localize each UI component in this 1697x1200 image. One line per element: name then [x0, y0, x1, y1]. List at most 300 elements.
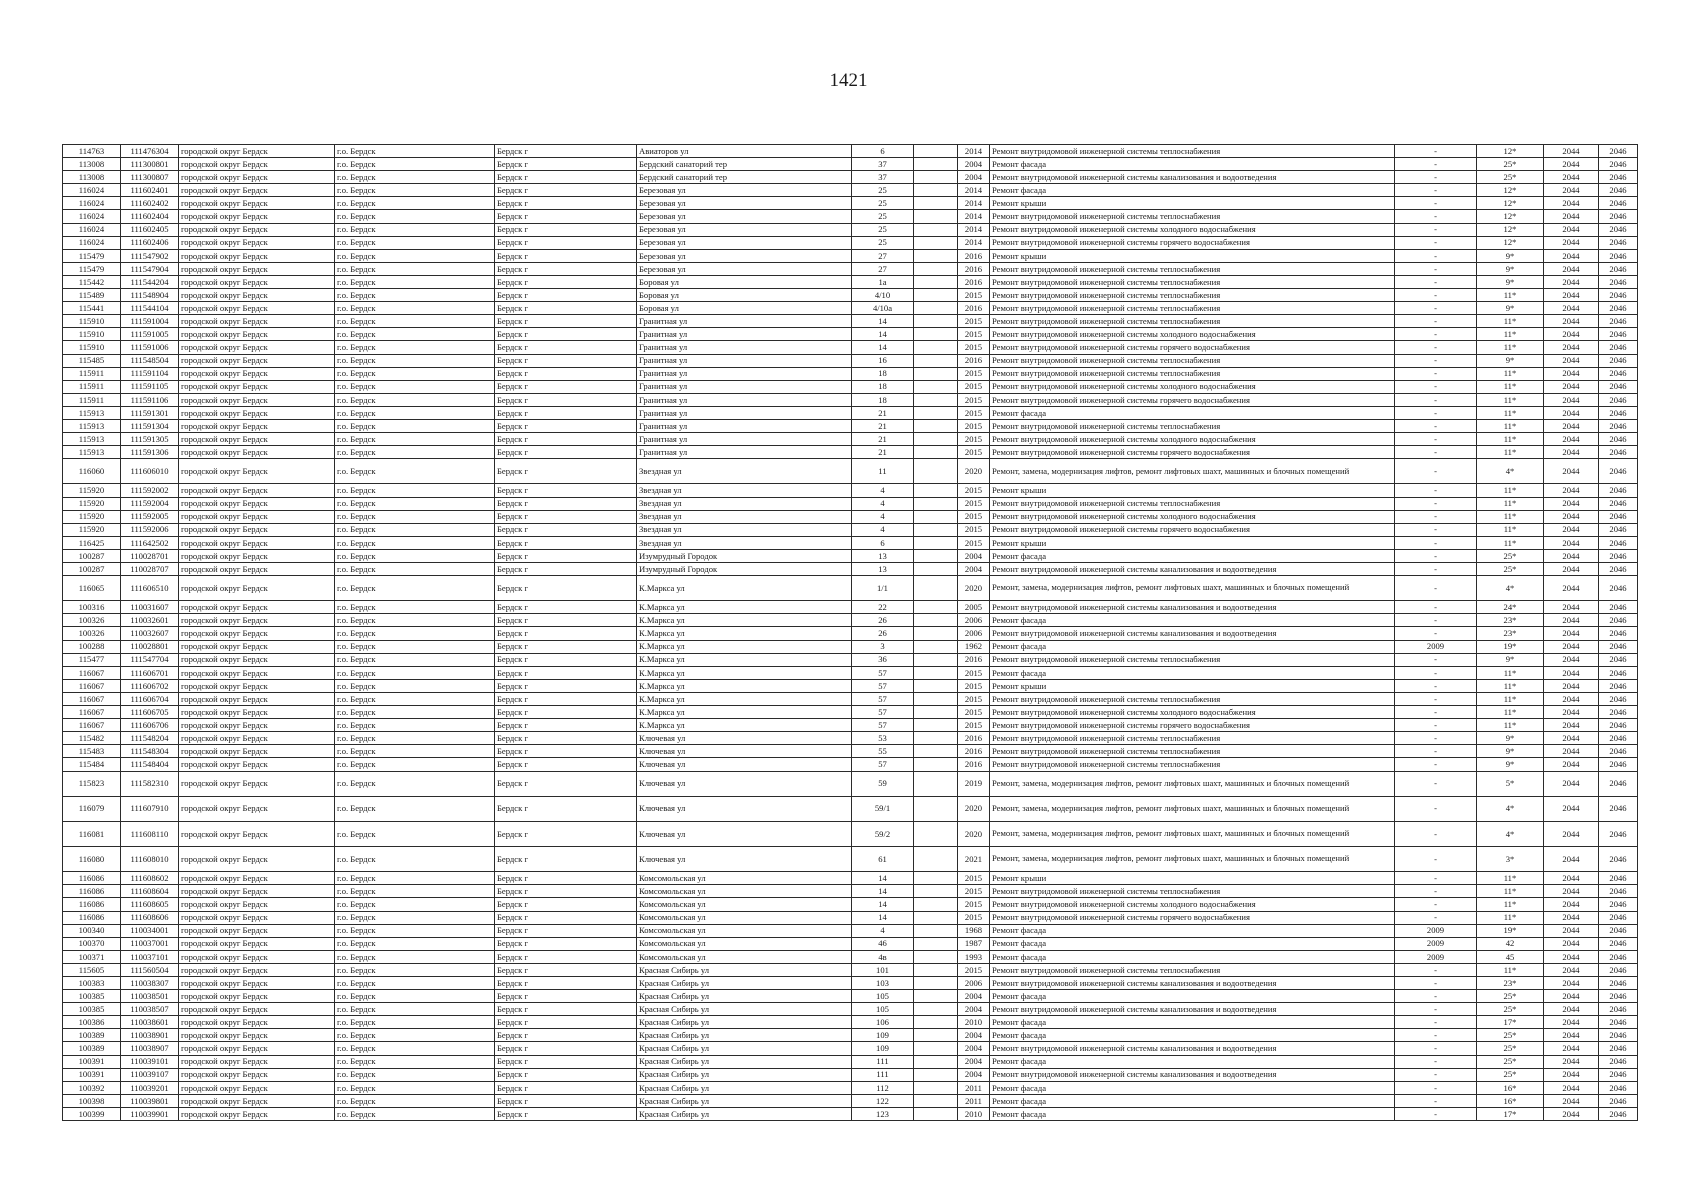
settlement-cell: г.о. Бердск	[335, 950, 495, 963]
period-end-cell: 2046	[1599, 977, 1638, 990]
work-code-cell: 111592004	[121, 497, 179, 510]
empty-cell	[914, 911, 958, 924]
empty-cell	[914, 380, 958, 393]
house-number-cell: 11	[852, 459, 914, 484]
period-start-cell: 2044	[1544, 732, 1599, 745]
period-end-cell: 2046	[1599, 911, 1638, 924]
period-end-cell: 2046	[1599, 262, 1638, 275]
house-number-cell: 111	[852, 1055, 914, 1068]
period-start-cell: 2044	[1544, 406, 1599, 419]
settlement-cell: г.о. Бердск	[335, 719, 495, 732]
house-id-cell: 100383	[63, 977, 121, 990]
work-type-cell: Ремонт внутридомовой инженерной системы теплоснабжения	[990, 758, 1395, 771]
work-type-cell: Ремонт внутридомовой инженерной системы холодного водоснабжения	[990, 223, 1395, 236]
settlement-cell: г.о. Бердск	[335, 990, 495, 1003]
capital-repair-year-cell: -	[1395, 523, 1477, 536]
locality-cell: Бердск г	[495, 898, 637, 911]
locality-cell: Бердск г	[495, 1016, 637, 1029]
house-id-cell: 115911	[63, 367, 121, 380]
work-type-cell: Ремонт внутридомовой инженерной системы канализования и водоотведения	[990, 563, 1395, 576]
table-row	[63, 977, 1638, 990]
period-start-cell: 2044	[1544, 745, 1599, 758]
service-term-cell: 16*	[1477, 1081, 1544, 1094]
settlement-cell: г.о. Бердск	[335, 653, 495, 666]
house-number-cell: 25	[852, 223, 914, 236]
work-code-cell: 111591005	[121, 328, 179, 341]
period-end-cell: 2046	[1599, 275, 1638, 288]
period-start-cell: 2044	[1544, 210, 1599, 223]
empty-cell	[914, 563, 958, 576]
work-type-cell: Ремонт крыши	[990, 872, 1395, 885]
table-row	[63, 433, 1638, 446]
period-start-cell: 2044	[1544, 1003, 1599, 1016]
municipality-cell: городской округ Бердск	[179, 523, 335, 536]
table-row	[63, 315, 1638, 328]
period-end-cell: 2046	[1599, 732, 1638, 745]
period-start-cell: 2044	[1544, 614, 1599, 627]
service-term-cell: 9*	[1477, 262, 1544, 275]
period-start-cell: 2044	[1544, 367, 1599, 380]
capital-repair-year-cell: -	[1395, 406, 1477, 419]
municipality-cell: городской округ Бердск	[179, 393, 335, 406]
period-end-cell: 2046	[1599, 576, 1638, 601]
capital-repair-year-cell: -	[1395, 354, 1477, 367]
work-type-cell: Ремонт внутридомовой инженерной системы теплоснабжения	[990, 354, 1395, 367]
municipality-cell: городской округ Бердск	[179, 563, 335, 576]
table-row	[63, 576, 1638, 601]
house-id-cell: 114763	[63, 145, 121, 158]
table-row	[63, 210, 1638, 223]
year-cell: 2015	[958, 328, 990, 341]
work-type-cell: Ремонт внутридомовой инженерной системы канализования и водоотведения	[990, 601, 1395, 614]
period-start-cell: 2044	[1544, 446, 1599, 459]
empty-cell	[914, 666, 958, 679]
house-number-cell: 57	[852, 719, 914, 732]
year-cell: 2005	[958, 601, 990, 614]
municipality-cell: городской округ Бердск	[179, 576, 335, 601]
municipality-cell: городской округ Бердск	[179, 758, 335, 771]
settlement-cell: г.о. Бердск	[335, 419, 495, 432]
capital-repair-year-cell: -	[1395, 653, 1477, 666]
year-cell: 2015	[958, 341, 990, 354]
empty-cell	[914, 341, 958, 354]
empty-cell	[914, 771, 958, 796]
period-end-cell: 2046	[1599, 719, 1638, 732]
settlement-cell: г.о. Бердск	[335, 692, 495, 705]
house-number-cell: 111	[852, 1068, 914, 1081]
capital-repair-year-cell: -	[1395, 1107, 1477, 1120]
empty-cell	[914, 872, 958, 885]
empty-cell	[914, 627, 958, 640]
service-term-cell: 12*	[1477, 236, 1544, 249]
house-id-cell: 116024	[63, 236, 121, 249]
work-type-cell: Ремонт крыши	[990, 249, 1395, 262]
year-cell: 2021	[958, 847, 990, 872]
work-code-cell: 111547902	[121, 249, 179, 262]
house-number-cell: 46	[852, 937, 914, 950]
settlement-cell: г.о. Бердск	[335, 898, 495, 911]
work-code-cell: 111592006	[121, 523, 179, 536]
capital-repair-year-cell: -	[1395, 885, 1477, 898]
year-cell: 2015	[958, 719, 990, 732]
period-start-cell: 2044	[1544, 380, 1599, 393]
work-type-cell: Ремонт внутридомовой инженерной системы теплоснабжения	[990, 275, 1395, 288]
service-term-cell: 11*	[1477, 523, 1544, 536]
table-row	[63, 1094, 1638, 1107]
empty-cell	[914, 223, 958, 236]
street-cell: К.Маркса ул	[637, 614, 852, 627]
house-number-cell: 59/1	[852, 796, 914, 821]
empty-cell	[914, 1068, 958, 1081]
period-end-cell: 2046	[1599, 937, 1638, 950]
work-type-cell: Ремонт, замена, модернизация лифтов, ремонт лифтовых шахт, машинных и блочных помещений	[990, 459, 1395, 484]
period-end-cell: 2046	[1599, 614, 1638, 627]
service-term-cell: 11*	[1477, 706, 1544, 719]
locality-cell: Бердск г	[495, 1068, 637, 1081]
locality-cell: Бердск г	[495, 640, 637, 653]
table-row	[63, 497, 1638, 510]
house-number-cell: 4	[852, 924, 914, 937]
house-id-cell: 100326	[63, 614, 121, 627]
house-id-cell: 116425	[63, 536, 121, 549]
settlement-cell: г.о. Бердск	[335, 1094, 495, 1107]
period-start-cell: 2044	[1544, 341, 1599, 354]
street-cell: Гранитная ул	[637, 446, 852, 459]
locality-cell: Бердск г	[495, 1003, 637, 1016]
period-end-cell: 2046	[1599, 963, 1638, 976]
locality-cell: Бердск г	[495, 419, 637, 432]
capital-repair-year-cell: -	[1395, 223, 1477, 236]
capital-repair-year-cell: -	[1395, 758, 1477, 771]
period-start-cell: 2044	[1544, 510, 1599, 523]
municipality-cell: городской округ Бердск	[179, 459, 335, 484]
service-term-cell: 42	[1477, 937, 1544, 950]
period-end-cell: 2046	[1599, 771, 1638, 796]
service-term-cell: 45	[1477, 950, 1544, 963]
settlement-cell: г.о. Бердск	[335, 821, 495, 846]
municipality-cell: городской округ Бердск	[179, 977, 335, 990]
year-cell: 2004	[958, 1055, 990, 1068]
empty-cell	[914, 885, 958, 898]
house-id-cell: 115910	[63, 315, 121, 328]
settlement-cell: г.о. Бердск	[335, 666, 495, 679]
capital-repair-year-cell: -	[1395, 563, 1477, 576]
municipality-cell: городской округ Бердск	[179, 433, 335, 446]
service-term-cell: 4*	[1477, 576, 1544, 601]
house-number-cell: 122	[852, 1094, 914, 1107]
house-number-cell: 103	[852, 977, 914, 990]
locality-cell: Бердск г	[495, 171, 637, 184]
period-end-cell: 2046	[1599, 885, 1638, 898]
table-row	[63, 937, 1638, 950]
work-type-cell: Ремонт внутридомовой инженерной системы теплоснабжения	[990, 367, 1395, 380]
house-id-cell: 100370	[63, 937, 121, 950]
house-id-cell: 115913	[63, 446, 121, 459]
table-row	[63, 459, 1638, 484]
year-cell: 2014	[958, 197, 990, 210]
capital-repair-year-cell: -	[1395, 262, 1477, 275]
work-code-cell: 110032607	[121, 627, 179, 640]
house-id-cell: 115483	[63, 745, 121, 758]
settlement-cell: г.о. Бердск	[335, 497, 495, 510]
work-type-cell: Ремонт внутридомовой инженерной системы теплоснабжения	[990, 419, 1395, 432]
locality-cell: Бердск г	[495, 497, 637, 510]
service-term-cell: 11*	[1477, 963, 1544, 976]
municipality-cell: городской округ Бердск	[179, 1055, 335, 1068]
period-start-cell: 2044	[1544, 262, 1599, 275]
house-id-cell: 115910	[63, 328, 121, 341]
period-start-cell: 2044	[1544, 1068, 1599, 1081]
municipality-cell: городской округ Бердск	[179, 197, 335, 210]
settlement-cell: г.о. Бердск	[335, 523, 495, 536]
house-number-cell: 26	[852, 614, 914, 627]
capital-repair-year-cell: -	[1395, 911, 1477, 924]
house-id-cell: 100386	[63, 1016, 121, 1029]
work-code-cell: 110034001	[121, 924, 179, 937]
period-start-cell: 2044	[1544, 771, 1599, 796]
period-end-cell: 2046	[1599, 419, 1638, 432]
period-start-cell: 2044	[1544, 145, 1599, 158]
table-row	[63, 692, 1638, 705]
capital-repair-year-cell: -	[1395, 497, 1477, 510]
house-number-cell: 61	[852, 847, 914, 872]
street-cell: Гранитная ул	[637, 380, 852, 393]
period-end-cell: 2046	[1599, 549, 1638, 562]
street-cell: Комсомольская ул	[637, 950, 852, 963]
settlement-cell: г.о. Бердск	[335, 1081, 495, 1094]
settlement-cell: г.о. Бердск	[335, 223, 495, 236]
capital-repair-year-cell: -	[1395, 275, 1477, 288]
service-term-cell: 11*	[1477, 484, 1544, 497]
capital-repair-year-cell: -	[1395, 614, 1477, 627]
settlement-cell: г.о. Бердск	[335, 847, 495, 872]
work-code-cell: 110038907	[121, 1042, 179, 1055]
work-code-cell: 111591105	[121, 380, 179, 393]
house-id-cell: 100326	[63, 627, 121, 640]
capital-repair-year-cell: -	[1395, 679, 1477, 692]
year-cell: 2006	[958, 627, 990, 640]
year-cell: 2016	[958, 249, 990, 262]
locality-cell: Бердск г	[495, 145, 637, 158]
street-cell: Ключевая ул	[637, 847, 852, 872]
house-number-cell: 26	[852, 627, 914, 640]
work-code-cell: 111591104	[121, 367, 179, 380]
house-number-cell: 21	[852, 433, 914, 446]
table-row	[63, 990, 1638, 1003]
work-type-cell: Ремонт внутридомовой инженерной системы горячего водоснабжения	[990, 236, 1395, 249]
municipality-cell: городской округ Бердск	[179, 536, 335, 549]
empty-cell	[914, 328, 958, 341]
locality-cell: Бердск г	[495, 950, 637, 963]
locality-cell: Бердск г	[495, 523, 637, 536]
work-code-cell: 111582310	[121, 771, 179, 796]
street-cell: Ключевая ул	[637, 745, 852, 758]
service-term-cell: 9*	[1477, 732, 1544, 745]
service-term-cell: 11*	[1477, 510, 1544, 523]
period-start-cell: 2044	[1544, 419, 1599, 432]
locality-cell: Бердск г	[495, 937, 637, 950]
work-code-cell: 110031607	[121, 601, 179, 614]
house-number-cell: 14	[852, 328, 914, 341]
house-number-cell: 14	[852, 911, 914, 924]
house-id-cell: 100287	[63, 563, 121, 576]
house-id-cell: 115910	[63, 341, 121, 354]
period-start-cell: 2044	[1544, 315, 1599, 328]
work-type-cell: Ремонт внутридомовой инженерной системы холодного водоснабжения	[990, 328, 1395, 341]
work-type-cell: Ремонт фасада	[990, 1016, 1395, 1029]
house-number-cell: 13	[852, 563, 914, 576]
municipality-cell: городской округ Бердск	[179, 380, 335, 393]
service-term-cell: 5*	[1477, 771, 1544, 796]
street-cell: Звездная ул	[637, 497, 852, 510]
table-row	[63, 523, 1638, 536]
period-start-cell: 2044	[1544, 758, 1599, 771]
locality-cell: Бердск г	[495, 732, 637, 745]
period-start-cell: 2044	[1544, 249, 1599, 262]
locality-cell: Бердск г	[495, 236, 637, 249]
table-row	[63, 1107, 1638, 1120]
capital-repair-year-cell: -	[1395, 692, 1477, 705]
empty-cell	[914, 210, 958, 223]
street-cell: Березовая ул	[637, 249, 852, 262]
empty-cell	[914, 990, 958, 1003]
house-number-cell: 4	[852, 497, 914, 510]
capital-repair-year-cell: -	[1395, 1068, 1477, 1081]
period-end-cell: 2046	[1599, 924, 1638, 937]
work-code-cell: 110038601	[121, 1016, 179, 1029]
locality-cell: Бердск г	[495, 341, 637, 354]
locality-cell: Бердск г	[495, 328, 637, 341]
empty-cell	[914, 393, 958, 406]
street-cell: Комсомольская ул	[637, 937, 852, 950]
house-number-cell: 59/2	[852, 821, 914, 846]
service-term-cell: 9*	[1477, 745, 1544, 758]
street-cell: Комсомольская ул	[637, 872, 852, 885]
empty-cell	[914, 601, 958, 614]
settlement-cell: г.о. Бердск	[335, 1055, 495, 1068]
table-row	[63, 536, 1638, 549]
period-end-cell: 2046	[1599, 341, 1638, 354]
house-id-cell: 116024	[63, 184, 121, 197]
street-cell: Гранитная ул	[637, 406, 852, 419]
work-code-cell: 111560504	[121, 963, 179, 976]
street-cell: Звездная ул	[637, 484, 852, 497]
period-end-cell: 2046	[1599, 223, 1638, 236]
period-end-cell: 2046	[1599, 950, 1638, 963]
municipality-cell: городской округ Бердск	[179, 1068, 335, 1081]
work-type-cell: Ремонт, замена, модернизация лифтов, ремонт лифтовых шахт, машинных и блочных помещений	[990, 821, 1395, 846]
period-end-cell: 2046	[1599, 1107, 1638, 1120]
house-id-cell: 115479	[63, 249, 121, 262]
house-number-cell: 14	[852, 872, 914, 885]
municipality-cell: городской округ Бердск	[179, 510, 335, 523]
year-cell: 2016	[958, 745, 990, 758]
municipality-cell: городской округ Бердск	[179, 847, 335, 872]
capital-repair-year-cell: -	[1395, 898, 1477, 911]
municipality-cell: городской округ Бердск	[179, 302, 335, 315]
locality-cell: Бердск г	[495, 1055, 637, 1068]
work-code-cell: 111608010	[121, 847, 179, 872]
work-code-cell: 111547904	[121, 262, 179, 275]
period-end-cell: 2046	[1599, 758, 1638, 771]
capital-repair-year-cell: -	[1395, 289, 1477, 302]
service-term-cell: 25*	[1477, 1068, 1544, 1081]
house-id-cell: 100392	[63, 1081, 121, 1094]
capital-repair-year-cell: -	[1395, 666, 1477, 679]
house-number-cell: 4	[852, 484, 914, 497]
table-row	[63, 380, 1638, 393]
table-row	[63, 262, 1638, 275]
work-type-cell: Ремонт фасада	[990, 549, 1395, 562]
page-number: 1421	[829, 70, 868, 91]
settlement-cell: г.о. Бердск	[335, 563, 495, 576]
period-end-cell: 2046	[1599, 653, 1638, 666]
house-number-cell: 57	[852, 666, 914, 679]
locality-cell: Бердск г	[495, 885, 637, 898]
municipality-cell: городской округ Бердск	[179, 614, 335, 627]
street-cell: Ключевая ул	[637, 771, 852, 796]
locality-cell: Бердск г	[495, 197, 637, 210]
house-number-cell: 1/1	[852, 576, 914, 601]
work-type-cell: Ремонт фасада	[990, 990, 1395, 1003]
empty-cell	[914, 719, 958, 732]
period-end-cell: 2046	[1599, 523, 1638, 536]
work-type-cell: Ремонт внутридомовой инженерной системы теплоснабжения	[990, 289, 1395, 302]
period-start-cell: 2044	[1544, 898, 1599, 911]
street-cell: Красная Сибирь ул	[637, 1029, 852, 1042]
settlement-cell: г.о. Бердск	[335, 484, 495, 497]
locality-cell: Бердск г	[495, 249, 637, 262]
street-cell: К.Маркса ул	[637, 719, 852, 732]
period-end-cell: 2046	[1599, 640, 1638, 653]
capital-repair-year-cell: -	[1395, 627, 1477, 640]
empty-cell	[914, 963, 958, 976]
work-type-cell: Ремонт фасада	[990, 406, 1395, 419]
work-code-cell: 111606706	[121, 719, 179, 732]
settlement-cell: г.о. Бердск	[335, 885, 495, 898]
empty-cell	[914, 262, 958, 275]
house-number-cell: 21	[852, 419, 914, 432]
empty-cell	[914, 367, 958, 380]
year-cell: 2015	[958, 898, 990, 911]
table-row	[63, 223, 1638, 236]
period-start-cell: 2044	[1544, 497, 1599, 510]
locality-cell: Бердск г	[495, 446, 637, 459]
year-cell: 2011	[958, 1081, 990, 1094]
locality-cell: Бердск г	[495, 601, 637, 614]
work-code-cell: 110039107	[121, 1068, 179, 1081]
year-cell: 2019	[958, 771, 990, 796]
year-cell: 2015	[958, 406, 990, 419]
table-row	[63, 1042, 1638, 1055]
house-id-cell: 100399	[63, 1107, 121, 1120]
year-cell: 1987	[958, 937, 990, 950]
municipality-cell: городской округ Бердск	[179, 1042, 335, 1055]
locality-cell: Бердск г	[495, 510, 637, 523]
municipality-cell: городской округ Бердск	[179, 275, 335, 288]
empty-cell	[914, 576, 958, 601]
settlement-cell: г.о. Бердск	[335, 275, 495, 288]
year-cell: 2016	[958, 653, 990, 666]
work-type-cell: Ремонт, замена, модернизация лифтов, ремонт лифтовых шахт, машинных и блочных помещений	[990, 796, 1395, 821]
street-cell: Боровая ул	[637, 275, 852, 288]
street-cell: Ключевая ул	[637, 732, 852, 745]
street-cell: Красная Сибирь ул	[637, 963, 852, 976]
work-type-cell: Ремонт фасада	[990, 640, 1395, 653]
work-type-cell: Ремонт внутридомовой инженерной системы канализования и водоотведения	[990, 1042, 1395, 1055]
year-cell: 2015	[958, 315, 990, 328]
house-id-cell: 115485	[63, 354, 121, 367]
